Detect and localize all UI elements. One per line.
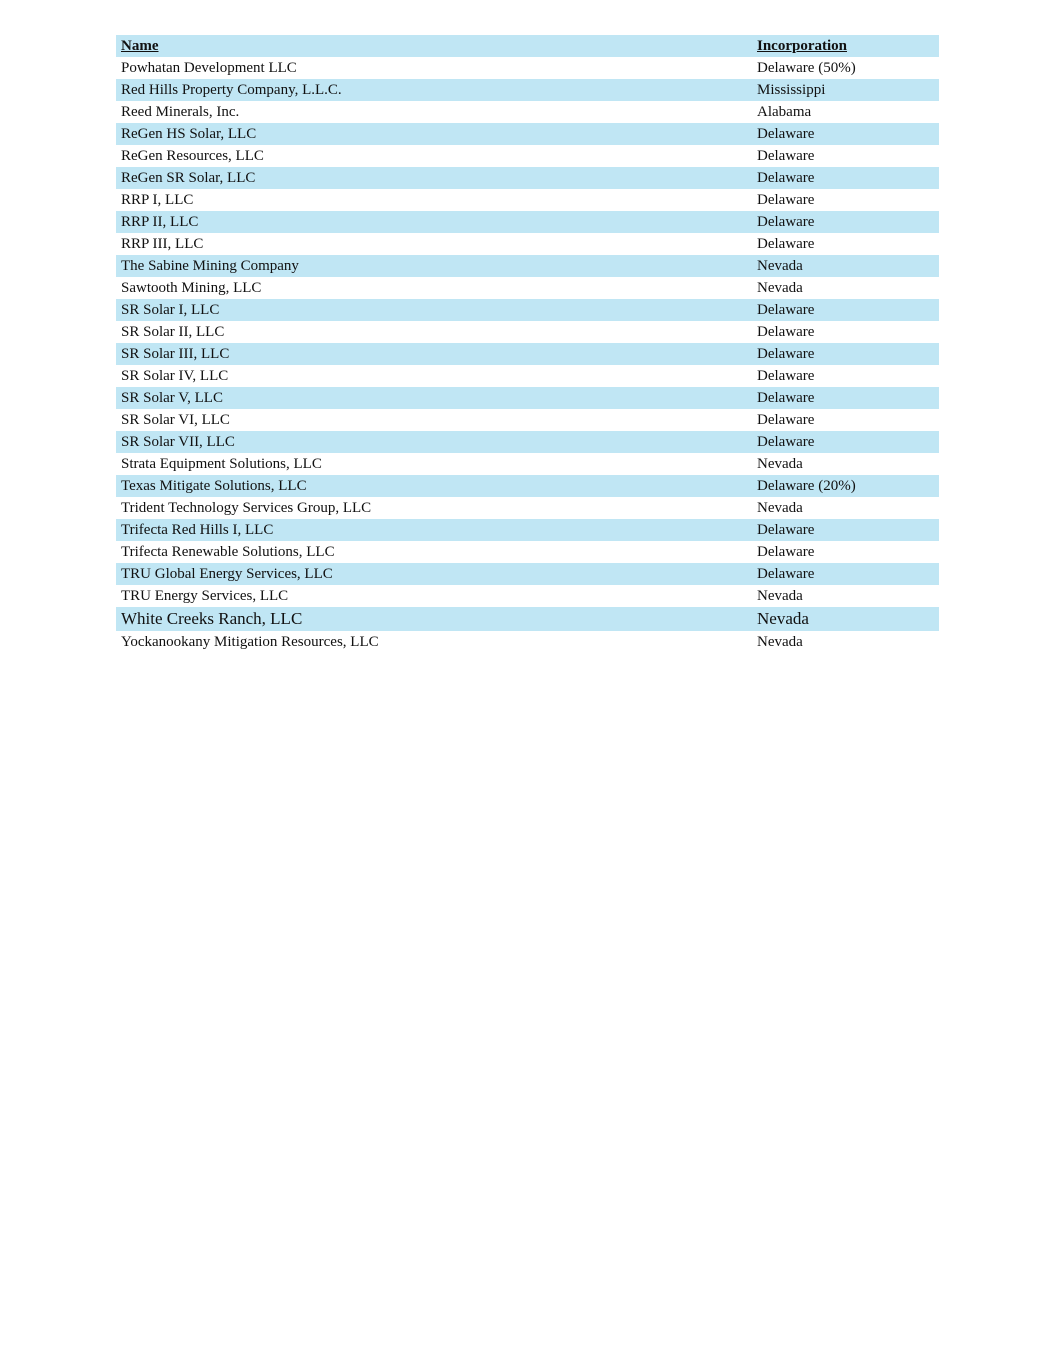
table-row (116, 409, 939, 431)
table-row (116, 343, 939, 365)
company-name: Yockanookany Mitigation Resources, LLC (121, 634, 379, 650)
incorporation-state: Delaware (757, 324, 815, 340)
incorporation-state: Delaware (50%) (757, 60, 856, 76)
table-row (116, 475, 939, 497)
company-name: Trident Technology Services Group, LLC (121, 500, 372, 516)
table-row (116, 387, 939, 409)
company-name: SR Solar IV, LLC (121, 368, 229, 384)
table-row (116, 453, 939, 475)
incorporation-state: Delaware (757, 346, 815, 362)
company-name: Reed Minerals, Inc. (121, 104, 240, 120)
incorporation-state: Delaware (757, 412, 815, 428)
incorporation-state: Delaware (757, 522, 815, 538)
name-column-header: Name (121, 38, 159, 54)
table-row (116, 233, 939, 255)
table-row (116, 497, 939, 519)
company-name: ReGen HS Solar, LLC (121, 126, 257, 142)
incorporation-state: Delaware (757, 566, 815, 582)
incorporation-state: Nevada (757, 609, 809, 628)
company-name: TRU Global Energy Services, LLC (121, 566, 333, 582)
incorporation-state: Delaware (757, 544, 815, 560)
company-name: SR Solar V, LLC (121, 390, 223, 406)
table-row (116, 585, 939, 607)
incorporation-state: Nevada (757, 634, 803, 650)
incorporation-state: Delaware (757, 302, 815, 318)
incorporation-column-header: Incorporation (757, 38, 847, 54)
table-row (116, 277, 939, 299)
incorporation-state: Delaware (757, 214, 815, 230)
company-name: Trifecta Renewable Solutions, LLC (121, 544, 335, 560)
company-name: ReGen SR Solar, LLC (121, 170, 256, 186)
incorporation-state: Nevada (757, 588, 803, 604)
table-row (116, 211, 939, 233)
company-name: White Creeks Ranch, LLC (121, 609, 303, 628)
incorporation-state: Nevada (757, 258, 803, 274)
table-row (116, 189, 939, 211)
company-name: Texas Mitigate Solutions, LLC (121, 478, 307, 494)
incorporation-state: Nevada (757, 456, 803, 472)
table-row (116, 57, 939, 79)
table-row (116, 519, 939, 541)
company-name: SR Solar VII, LLC (121, 434, 235, 450)
incorporation-state: Delaware (757, 368, 815, 384)
table-row (116, 321, 939, 343)
table-row (116, 101, 939, 123)
table-row (116, 145, 939, 167)
company-name: Powhatan Development LLC (121, 60, 297, 76)
table-header-row (116, 35, 939, 57)
company-name: Red Hills Property Company, L.L.C. (121, 82, 342, 98)
incorporation-state: Delaware (20%) (757, 478, 856, 494)
company-name: SR Solar III, LLC (121, 346, 230, 362)
table-row (116, 541, 939, 563)
company-name: The Sabine Mining Company (121, 258, 299, 274)
table-row (116, 299, 939, 321)
company-name: TRU Energy Services, LLC (121, 588, 289, 604)
incorporation-state: Nevada (757, 280, 803, 296)
incorporation-state: Delaware (757, 170, 815, 186)
incorporation-state: Delaware (757, 390, 815, 406)
company-name: SR Solar II, LLC (121, 324, 225, 340)
incorporation-state: Delaware (757, 236, 815, 252)
table-row (116, 563, 939, 585)
company-name: Strata Equipment Solutions, LLC (121, 456, 322, 472)
company-name: SR Solar VI, LLC (121, 412, 230, 428)
incorporation-state: Delaware (757, 192, 815, 208)
table-row (116, 631, 939, 653)
incorporation-state: Mississippi (757, 82, 826, 98)
company-name: Trifecta Red Hills I, LLC (121, 522, 274, 538)
incorporation-state: Delaware (757, 434, 815, 450)
table-row (116, 431, 939, 453)
company-name: RRP III, LLC (121, 236, 204, 252)
table-row (116, 365, 939, 387)
company-name: Sawtooth Mining, LLC (121, 280, 262, 296)
company-name: RRP I, LLC (121, 192, 194, 208)
incorporation-state: Nevada (757, 500, 803, 516)
incorporation-state: Delaware (757, 148, 815, 164)
table-row (116, 167, 939, 189)
company-name: RRP II, LLC (121, 214, 199, 230)
incorporation-state: Delaware (757, 126, 815, 142)
table-row (116, 79, 939, 101)
table-row (116, 255, 939, 277)
table-row (116, 607, 939, 631)
company-name: ReGen Resources, LLC (121, 148, 264, 164)
table-row (116, 123, 939, 145)
company-name: SR Solar I, LLC (121, 302, 220, 318)
subsidiaries-table (116, 35, 939, 653)
incorporation-state: Alabama (757, 104, 812, 120)
